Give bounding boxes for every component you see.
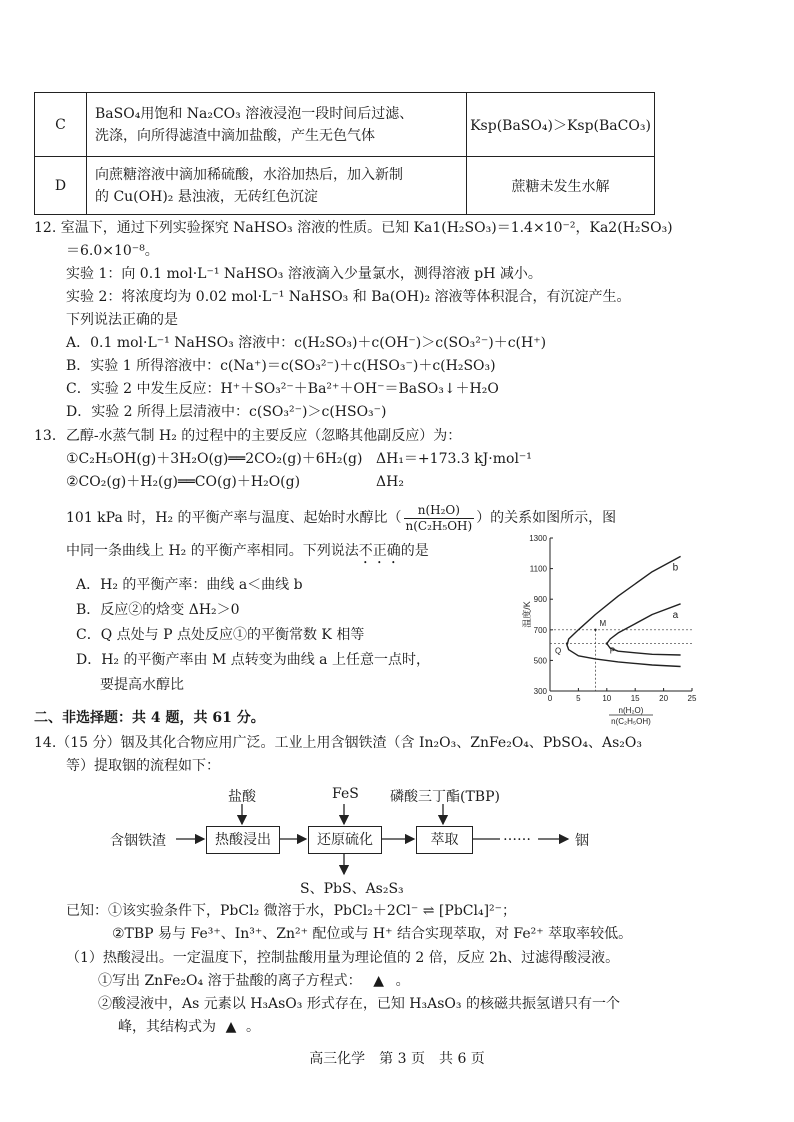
desc-line: BaSO₄用饱和 Na₂CO₃ 溶液浸泡一段时间后过滤、 bbox=[95, 105, 414, 122]
reagent-fes: FeS bbox=[332, 786, 359, 802]
flow-ellipsis: …… bbox=[503, 828, 531, 844]
q13-option-d-cont: 要提高水醇比 bbox=[100, 677, 184, 693]
q12-prompt: 下列说法正确的是 bbox=[66, 312, 178, 328]
desc-line: 的 Cu(OH)₂ 悬浊液，无砖红色沉淀 bbox=[95, 188, 318, 205]
q14-sub1b: ②酸浸液中，As 元素以 H₃AsO₃ 形式存在，已知 H₃AsO₃ 的核磁共振氢谱只有一个 bbox=[98, 996, 620, 1012]
y-tick-label: 300 bbox=[533, 687, 547, 696]
y-tick-label: 1300 bbox=[529, 534, 547, 543]
table-row bbox=[35, 157, 655, 215]
period: 。 bbox=[246, 1019, 260, 1035]
row-label: D bbox=[35, 157, 87, 215]
point-label-Q: Q bbox=[555, 646, 562, 656]
ratio-fraction bbox=[404, 503, 475, 534]
row-description bbox=[87, 93, 467, 157]
q14-known1: 已知：①该实验条件下，PbCl₂ 微溶于水，PbCl₂＋2Cl⁻ ⇌ [PbCl₄]²⁻； bbox=[66, 903, 517, 919]
flow-output: 铟 bbox=[575, 833, 589, 849]
x-tick-label: 0 bbox=[547, 694, 553, 703]
q12-option-b: B．实验 1 所得溶液中：c(Na⁺)＝c(SO₃²⁻)＋c(HSO₃⁻)＋c(H₂SO₃) bbox=[66, 358, 496, 374]
q13-condition-b: ）的关系如图所示，图 bbox=[476, 510, 617, 526]
q13-reaction2: ②CO₂(g)＋H₂(g)══CO(g)＋H₂O(g) bbox=[66, 474, 301, 490]
q13-reaction1-dh: ΔH₁＝+173.3 kJ·mol⁻¹ bbox=[376, 451, 532, 467]
q14-sub1: （1）热酸浸出。一定温度下，控制盐酸用量为理论值的 2 倍，反应 2h、过滤得酸浸液。 bbox=[66, 950, 620, 966]
flow-step-acid-leach: 热酸浸出 bbox=[206, 826, 280, 854]
q12-exp1: 实验 1：向 0.1 mol·L⁻¹ NaHSO₃ 溶液滴入少量氯水，测得溶液 pH 减小。 bbox=[66, 266, 542, 282]
q14-line1: 14.（15 分）铟及其化合物应用广泛。工业上用含铟铁渣（含 In₂O₃、ZnFe₂O₄、PbSO₄、As₂O₃ bbox=[34, 735, 642, 751]
emphasized-text: 不正确 bbox=[358, 543, 401, 559]
x-tick-label: 5 bbox=[576, 694, 581, 703]
q13-option-d: D．H₂ 的平衡产率由 M 点转变为曲线 a 上任意一点时， bbox=[76, 652, 430, 668]
q12-option-d: D．实验 2 所得上层清液中：c(SO₃²⁻)＞c(HSO₃⁻) bbox=[66, 404, 387, 420]
point-P bbox=[606, 642, 608, 644]
point-label-M: M bbox=[599, 618, 607, 628]
series-line-a bbox=[607, 604, 681, 655]
q13-condition2-b: 的是 bbox=[400, 543, 429, 559]
y-axis-label: 温度/K bbox=[522, 601, 532, 628]
q14-sub1a bbox=[98, 973, 410, 989]
desc-line: 向蔗糖溶液中滴加稀硫酸，水浴加热后，加入新制 bbox=[95, 166, 403, 183]
table-row bbox=[35, 93, 655, 157]
row-label: C bbox=[35, 93, 87, 157]
q12-line1: 12. 室温下，通过下列实验探究 NaHSO₃ 溶液的性质。已知 Ka1(H₂SO₃)＝1.4×10⁻²，Ka2(H₂SO₃) bbox=[34, 220, 673, 236]
q14-sub1b2-text: 峰，其结构式为 bbox=[118, 1019, 216, 1035]
y-tick-label: 700 bbox=[533, 625, 547, 635]
fraction-denominator: n(C₂H₅OH) bbox=[405, 518, 473, 533]
row-conclusion: 蔗糖未发生水解 bbox=[467, 157, 655, 215]
q14-sub1b2 bbox=[118, 1019, 260, 1035]
h2-yield-chart bbox=[500, 528, 710, 728]
point-M bbox=[594, 629, 596, 631]
y-tick-label: 900 bbox=[533, 595, 547, 605]
point-label-P: P bbox=[609, 646, 616, 656]
q13-condition2 bbox=[66, 543, 429, 567]
period: 。 bbox=[395, 973, 410, 989]
q12-line2: ＝6.0×10⁻⁸。 bbox=[66, 243, 159, 259]
reagent-hcl: 盐酸 bbox=[228, 789, 256, 805]
flow-step-reduce-sulfide: 还原硫化 bbox=[308, 826, 382, 854]
options-table bbox=[34, 92, 655, 215]
fraction-numerator: n(H₂O) bbox=[404, 503, 475, 519]
answer-blank[interactable]: ▲ bbox=[225, 1019, 237, 1035]
reagent-tbp: 磷酸三丁酯(TBP) bbox=[390, 789, 500, 805]
y-tick-label: 500 bbox=[533, 656, 547, 666]
q14-line2: 等）提取铟的流程如下： bbox=[66, 758, 220, 774]
q13-condition-a: 101 kPa 时，H₂ 的平衡产率与温度、起始时水醇比（ bbox=[66, 510, 402, 526]
q13-condition2-a: 中同一条曲线上 H₂ 的平衡产率相同。下列说法 bbox=[66, 543, 359, 559]
series-label-a: a bbox=[672, 609, 679, 621]
q13-line1: 13．乙醇-水蒸气制 H₂ 的过程中的主要反应（忽略其他副反应）为： bbox=[34, 428, 462, 444]
x-axis-label-numerator: n(H₂O) bbox=[618, 706, 644, 715]
q12-option-a: A．0.1 mol·L⁻¹ NaHSO₃ 溶液中：c(H₂SO₃)＋c(OH⁻)＞c(SO₃²⁻)＋c(H⁺) bbox=[66, 335, 547, 351]
x-tick-label: 20 bbox=[659, 694, 669, 703]
series-line-b bbox=[567, 556, 681, 666]
flow-input: 含铟铁渣 bbox=[110, 833, 166, 849]
x-tick-label: 15 bbox=[630, 694, 640, 703]
y-tick-label: 1100 bbox=[529, 564, 547, 574]
page-footer: 高三化学 第 3 页 共 6 页 bbox=[309, 1051, 485, 1067]
q14-sub1a-text: ①写出 ZnFe₂O₄ 溶于盐酸的离子方程式： bbox=[98, 973, 362, 989]
answer-blank[interactable]: ▲ bbox=[373, 973, 384, 989]
row-description bbox=[87, 157, 467, 215]
x-tick-label: 10 bbox=[602, 694, 612, 703]
flow-step-extraction: 萃取 bbox=[416, 826, 473, 854]
row-conclusion: Ksp(BaSO₄)＞Ksp(BaCO₃) bbox=[467, 93, 655, 157]
flow-byproduct: S、PbS、As₂S₃ bbox=[300, 881, 404, 897]
q13-option-c: C．Q 点处与 P 点处反应①的平衡常数 K 相等 bbox=[76, 627, 365, 643]
q13-option-a: A．H₂ 的平衡产率：曲线 a＜曲线 b bbox=[76, 577, 303, 593]
series-label-b: b bbox=[672, 562, 679, 574]
q13-option-b: B．反应②的焓变 ΔH₂＞0 bbox=[76, 602, 240, 618]
q14-known2: ②TBP 易与 Fe³⁺、In³⁺、Zn²⁺ 配位或与 H⁺ 结合实现萃取，对 Fe²⁺ 萃取率较低。 bbox=[112, 926, 633, 942]
section-heading: 二、非选择题：共 4 题，共 61 分。 bbox=[34, 710, 265, 726]
q13-reaction2-dh: ΔH₂ bbox=[376, 474, 404, 490]
point-Q bbox=[566, 642, 568, 644]
x-tick-label: 25 bbox=[687, 694, 697, 703]
desc-line: 洗涤，向所得滤渣中滴加盐酸，产生无色气体 bbox=[95, 127, 375, 144]
q12-option-c: C．实验 2 中发生反应：H⁺＋SO₃²⁻＋Ba²⁺＋OH⁻＝BaSO₃↓＋H₂O bbox=[66, 381, 499, 397]
x-axis-label-denominator: n(C₂H₅OH) bbox=[611, 717, 651, 726]
q12-exp2: 实验 2：将浓度均为 0.02 mol·L⁻¹ NaHSO₃ 和 Ba(OH)₂ 溶液等体积混合，有沉淀产生。 bbox=[66, 289, 631, 305]
q13-reaction1: ①C₂H₅OH(g)＋3H₂O(g)══2CO₂(g)＋6H₂(g) bbox=[66, 451, 363, 467]
